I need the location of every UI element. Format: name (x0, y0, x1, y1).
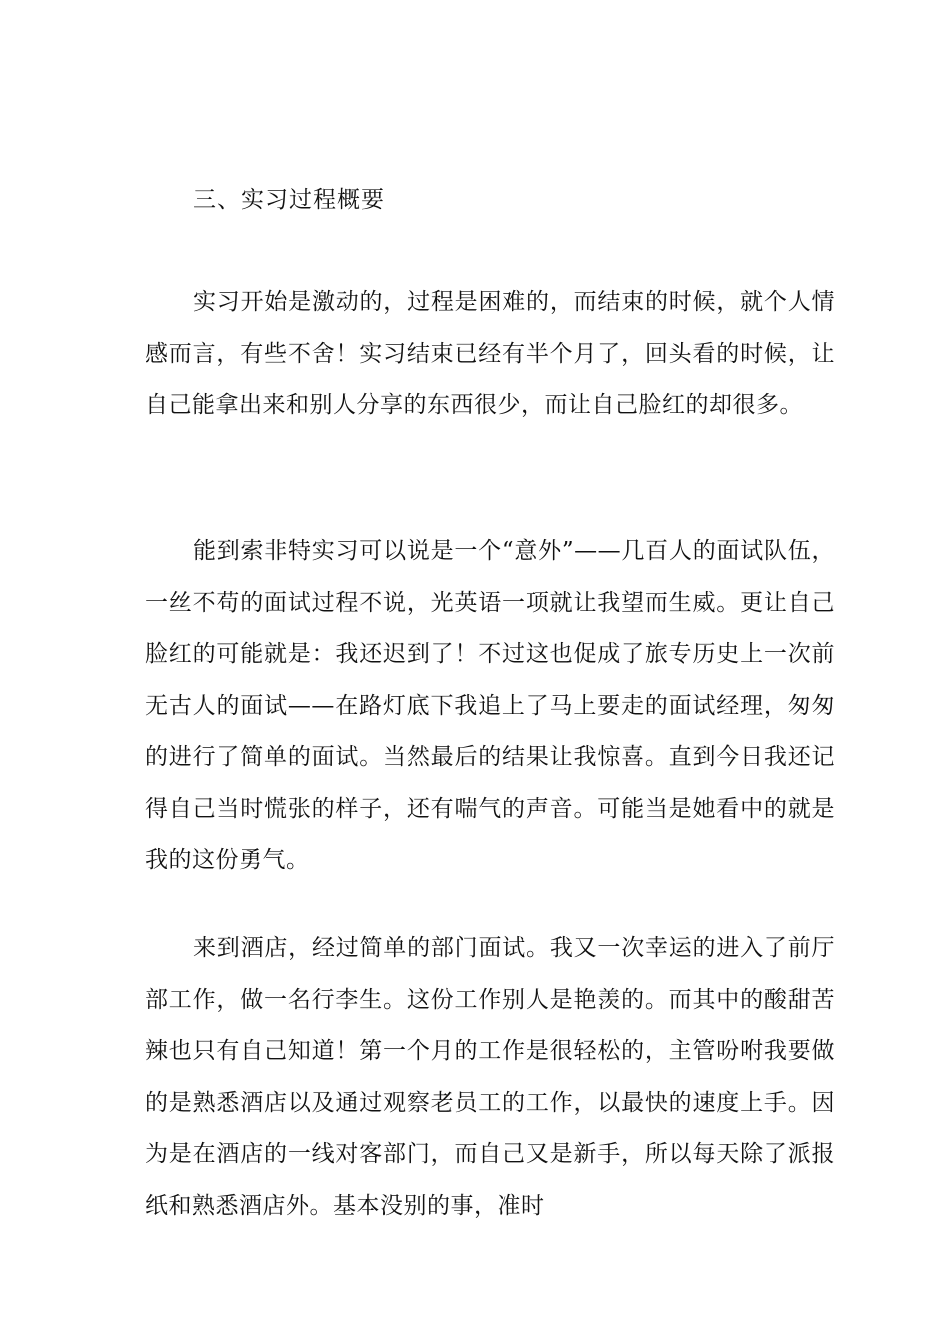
paragraph-internship-feelings: 实习开始是激动的，过程是困难的，而结束的时候，就个人情感而言，有些不舍！实习结束已经有半个月了，回头看的时候，让自己能拿出来和别人分享的东西很少，而让自己脸红的却很多。 (145, 289, 835, 418)
section-heading: 三、实习过程概要 (193, 187, 385, 213)
paragraph-interview-story: 能到索非特实习可以说是一个“意外”——几百人的面试队伍，一丝不苟的面试过程不说，光英语一项就让我望而生威。更让自己脸红的可能就是：我还迟到了！不过这也促成了旅专历史上一次前无古人的面试——在路灯底下我追上了马上要走的面试经理，匆匆的进行了简单的面试。当然最后的结果让我惊喜。直到今日我还记得自己当时慌张的样子，还有喘气的声音。可能当是她看中的就是我的这份勇气。 (145, 538, 835, 873)
paragraph-front-office-work: 来到酒店，经过简单的部门面试。我又一次幸运的进入了前厅部工作，做一名行李生。这份工作别人是艳羡的。而其中的酸甜苦辣也只有自己知道！第一个月的工作是很轻松的，主管吩咐我要做的是熟悉酒店以及通过观察老员工的工作，以最快的速度上手。因为是在酒店的一线对客部门，而自己又是新手，所以每天除了派报纸和熟悉酒店外。基本没别的事，准时 (145, 935, 835, 1219)
